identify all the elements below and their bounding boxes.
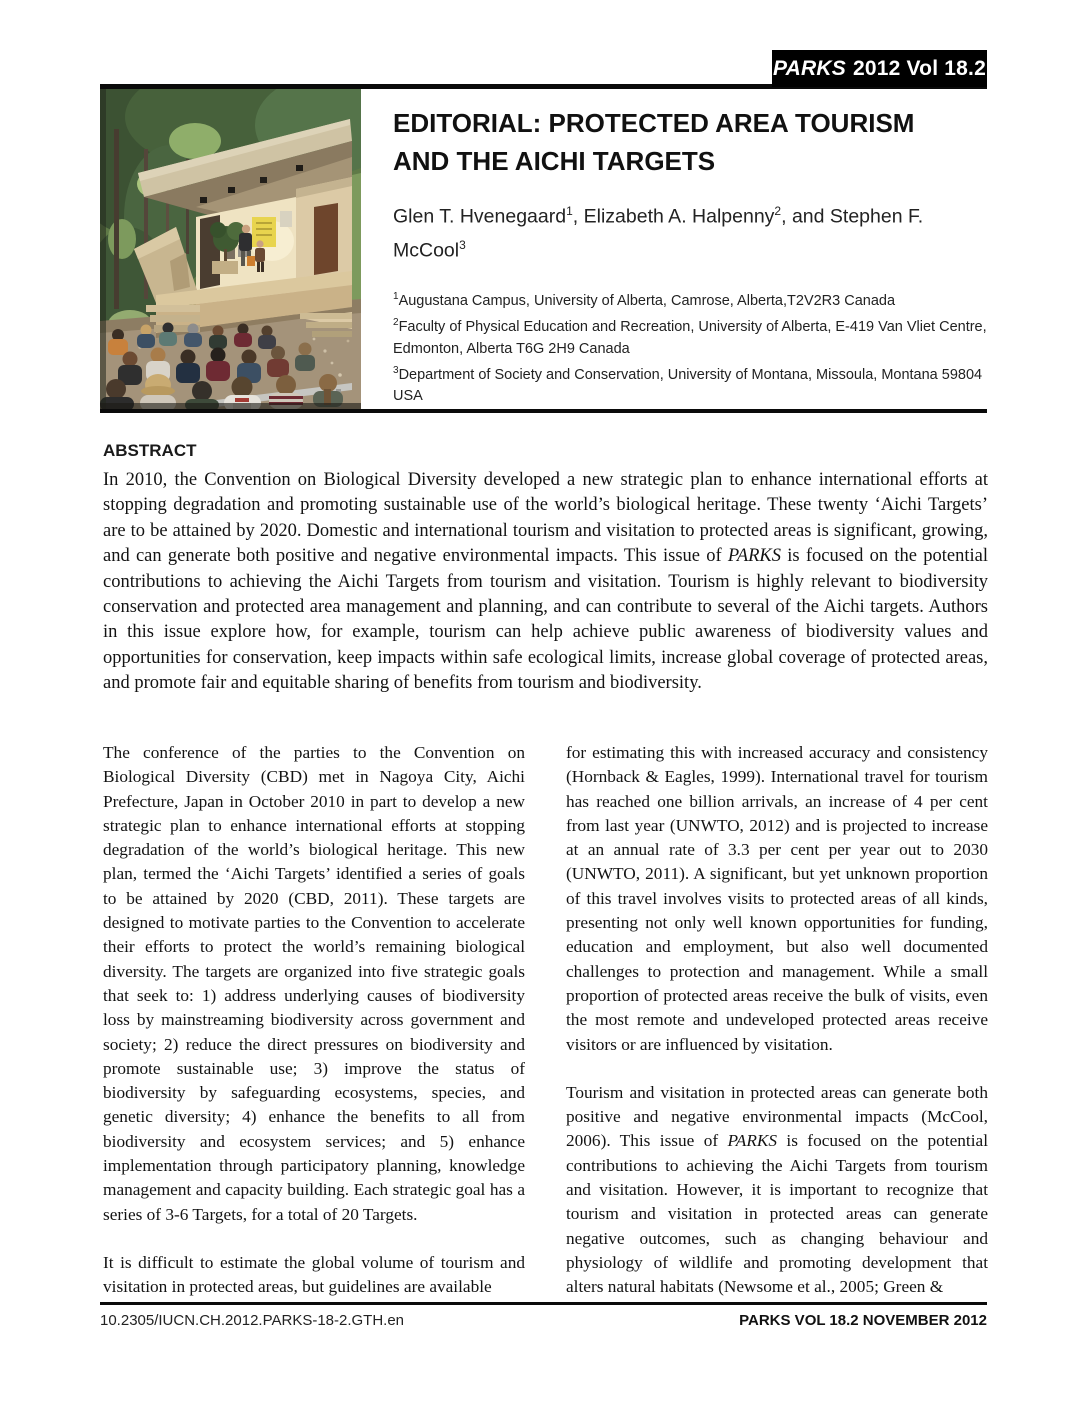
author-byline [393,197,989,264]
right-paragraph-2-part2: is focused on the potential contributions to achieving the Aichi Targets from tourism and visitation. However, it is important to recognize that tourism and visitation in protected areas can generate negative outcomes, such as changing behaviour and physiology of wildlife and promoting development that alters natural habitats (Newsome et al., 2005; Green & [566,1131,988,1297]
author-3: Stephen F. McCool [393,205,924,261]
journal-issue: 2012 Vol 18.2 [852,56,986,80]
author-3-affiliation-marker: 3 [459,237,466,252]
author-2-affiliation-marker: 2 [774,204,782,218]
article-photo [100,89,361,409]
journal-name-italic: PARKS [727,546,782,567]
affiliation-3 [393,360,989,408]
abstract-text-part2: is focused on the potential contributions to achieving the Aichi Targets from tourism and visitation. Tourism is highly relevant to biodiversity conservation and protected area management and planning, and can contribute to several of the Aichi targets. Authors in this issue explore how, for example, tourism can help achieve public awareness of biodiversity values and opportunities for conservation, keep impacts within safe ecological limits, increase global coverage of protected areas, and promote fair and equitable sharing of benefits from tourism and biodiversity. [103,546,988,694]
journal-name: PARKS [773,56,846,80]
article-title-line2: AND THE AICHI TARGETS [393,146,716,176]
right-paragraph-2-part1: Tourism and visitation in protected areas can generate both positive and negative environmental impacts (McCool, 2006). This issue of [566,1082,988,1151]
author-2: Elizabeth A. Halpenny [583,205,775,228]
article-body [103,741,988,1324]
affiliation-1-marker: 1 [393,291,399,302]
right-column-paragraph-1: for estimating this with increased accuracy and consistency (Hornback & Eagles, 1999). International travel for tourism has reached one billion arrivals, an increase of 4 per cent from last year (UNWTO, 2012) and is projected to increase at an annual rate of 3.3 per cent per year out to 2030 (UNWTO, 2011). A significant, but yet unknown proportion of this travel involves visits to protected areas of all kinds, presenting not only well known opportunities for funding, education and employment, but also well documented challenges to protection and management. While a small proportion of protected areas receive the bulk of visits, even the most remote and undeveloped protected areas receive visitors or are influenced by visitation. [566,743,988,1054]
affiliations [393,286,989,408]
affiliation-2-text: Faculty of Physical Education and Recreation, University of Alberta, E-419 Van Vliet Centre, Edmonton, Alberta T6G 2H9 Canada [393,319,987,357]
left-column [103,741,525,1324]
abstract-text-part1: In 2010, the Convention on Biological Diversity developed a new strategic plan to enhance international efforts at stopping degradation and promoting sustainable use of the world’s biological heritage. These twenty ‘Aichi Targets’ are to be attained by 2020. Domestic and international tourism and visitation to protected areas is significant, growing, and can generate both positive and negative environmental impacts. This issue of [103,470,988,567]
abstract-heading: ABSTRACT [103,441,197,460]
author-1: Glen T. Hvenegaard [393,205,567,228]
abstract-text [103,468,988,697]
footer-doi: 10.2305/IUCN.CH.2012.PARKS-18-2.GTH.en [100,1312,405,1329]
affiliation-3-text: Department of Society and Conservation, University of Montana, Missoula, Montana 59804 USA [393,366,983,405]
byline-separator: , and [781,205,830,228]
byline-separator: , [572,205,584,228]
right-column [566,741,988,1324]
journal-banner [772,50,987,87]
left-column-paragraph-1: The conference of the parties to the Convention on Biological Diversity (CBD) met in Nagoya City, Aichi Prefecture, Japan in October 2010 in part to develop a new strategic plan to enhance international efforts at stopping degradation of the world’s biological heritage. This new plan, termed the ‘Aichi Targets’ identified a series of goals to be attained by 2020 (CBD, 2011). These targets are designed to motivate parties to the Convention to accelerate their efforts to protect the world’s remaining biological diversity. The targets are organized into five strategic goals that seek to: 1) address underlying causes of biodiversity loss by mainstreaming biodiversity across government and society; 2) reduce the direct pressures on biodiversity and promote sustainable use; 3) improve the status of biodiversity by safeguarding ecosystems, species, and genetic diversity; 4) enhance the benefits to all from biodiversity and ecosystem services; and 5) enhance implementation through participatory planning, knowledge management and capacity building. Each strategic goal has a series of 3-6 Targets, for a total of 20 Targets. [103,743,525,1224]
author-1-affiliation-marker: 1 [566,204,573,218]
left-column-paragraph-2: It is difficult to estimate the global volume of tourism and visitation in protected areas, but guidelines are available [103,1252,525,1297]
title-block [393,104,989,408]
photo-illustration [100,89,361,409]
article-title-line1: EDITORIAL: PROTECTED AREA TOURISM [393,108,915,138]
photo-bottom-divider [100,409,987,413]
journal-name-italic: PARKS [727,1131,778,1151]
footer-issue: PARKS VOL 18.2 NOVEMBER 2012 [739,1312,987,1329]
affiliation-1 [393,286,989,312]
affiliation-1-text: Augustana Campus, University of Alberta, Camrose, Alberta,T2V2R3 Canada [398,292,896,309]
right-column-paragraph-2 [566,1081,988,1300]
abstract-section [103,441,988,697]
affiliation-2 [393,312,989,360]
affiliation-3-marker: 3 [393,365,399,377]
affiliation-2-marker: 2 [393,317,399,329]
